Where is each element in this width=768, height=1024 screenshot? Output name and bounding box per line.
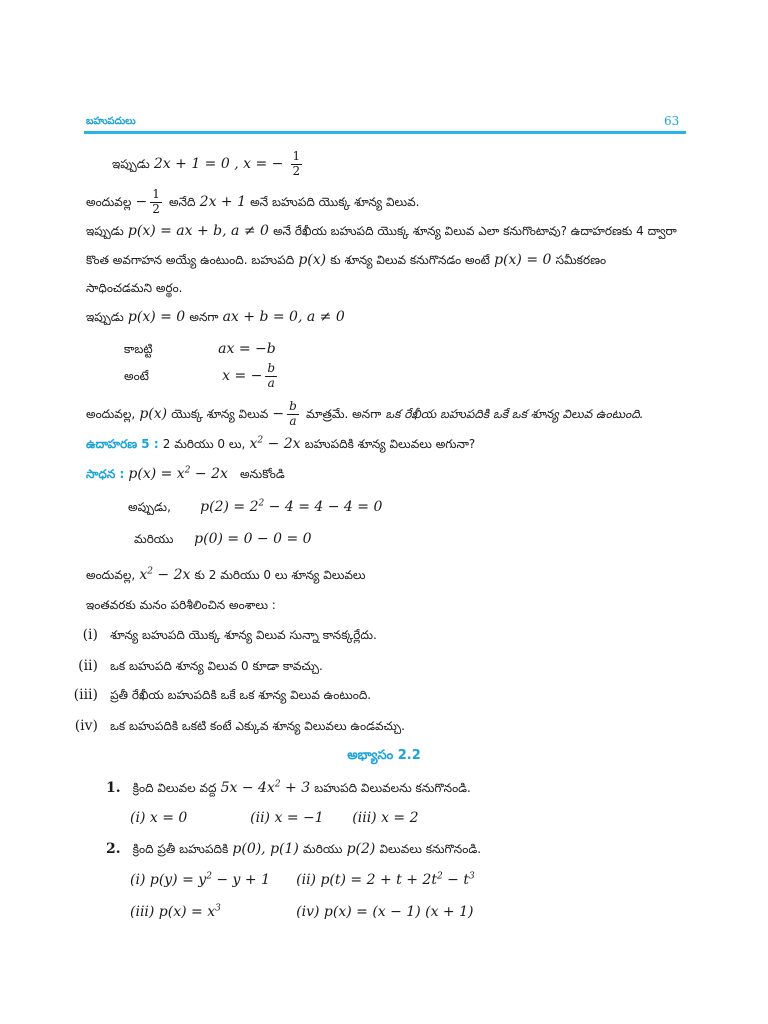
exercise-question-2: 2. క్రింది ప్రతీ బహుపదికి p(0), p(1) మరియు p(2) విలువలు కనుగొనండి. <box>106 841 482 857</box>
header-rule <box>84 131 686 134</box>
example-5: ఉదాహరణ 5 : 2 మరియు 0 లు, $x^2 - 2x$ బహుపదికి శూన్య విలువలు అగునా? <box>86 435 476 452</box>
fraction-half: $\frac{1}{2}$ <box>292 149 301 178</box>
running-header-title: బహుపదులు <box>86 116 136 127</box>
summary-item: (ii) ఒక బహుపది శూన్య విలువ 0 కూడా కావచ్చు. <box>78 658 323 674</box>
solution-line: సాధన : $p(x) = x^2 - 2x$ అనుకోండి <box>86 465 285 482</box>
solution-step-2: మరియు p(0) = 0 − 0 = 0 <box>134 531 312 547</box>
solution-label: సాధన : <box>86 467 125 481</box>
line-meaning: సాధించడమని అర్థం. <box>86 281 183 295</box>
summary-item: (iii) ప్రతీ రేఖీయ బహుపదికి ఒకే ఒక శూన్య విలువ ఉంటుంది. <box>73 687 372 703</box>
exercise-question-1: 1. క్రింది విలువల వద్ద $5x - 4x^2 + 3$ బహుపది విలువలను కనుగొనండి. <box>106 779 471 796</box>
question-1-options: (i) x = 0 (ii) x = −1 (iii) x = 2 <box>130 810 419 826</box>
line-px-zero: ఇప్పుడు p(x) = 0 అనగా ax + b = 0, a ≠ 0 <box>86 309 345 325</box>
summary-intro: ఇంతవరకు మనం పరిశీలించిన అంశాలు : <box>86 598 276 612</box>
line-linear-question: ఇప్పుడు p(x) = ax + b, a ≠ 0 అనే రేఖీయ బహుపది యొక్క శూన్య విలువ ఎలా కనుగొంటావు? ఉదాహరణకు 4 ద్వారా <box>86 223 677 239</box>
line-now-equation: ఇప్పుడు 2x + 1 = 0 , x = − $\frac{1}{2}$ <box>112 149 301 178</box>
question-2-options-row-1: (i) $p(y) = y^2 - y + 1$ (ii) $p(t) = 2 + t + 2t^2 - t^3$ <box>130 871 475 888</box>
exercise-heading: అభ్యాసం 2.2 <box>347 748 421 763</box>
fraction-b-over-a: $\frac{b}{a}$ <box>267 361 276 390</box>
line-that-is: అంటే x = − $\frac{b}{a}$ <box>124 361 276 390</box>
summary-item: (i) శూన్య బహుపది యొక్క శూన్య విలువ సున్నా కానక్కర్లేదు. <box>82 627 377 643</box>
question-2-options-row-2: (iii) $p(x) = x^3$ (iv) p(x) = (x − 1) (x + 1) <box>130 903 474 920</box>
fraction-half-2: $\frac{1}{2}$ <box>152 187 160 216</box>
example-polynomial: $x^2 - 2x$ <box>249 435 301 452</box>
line-understanding: కొంత అవగాహన అయ్యే ఉంటుంది. బహుపది p(x) కు శూన్య విలువ కనుగొనడం అంటే p(x) = 0 సమీకరణం <box>86 252 607 268</box>
line-therefore-zero: అందువల్ల − $\frac{1}{2}$ అనేది 2x + 1 అనే బహుపది యొక్క శూన్య విలువ. <box>86 187 420 216</box>
example-label: ఉదాహరణ 5 : <box>86 437 159 451</box>
solution-conclusion: అందువల్ల, $x^2 - 2x$ కు 2 మరియు 0 లు శూన్య విలువలు <box>86 566 366 583</box>
line-conclusion-linear: అందువల్ల, p(x) యొక్క శూన్య విలువ − $\frac{b}{a}$ మాత్రమే. అనగా ఒక రేఖీయ బహుపదికి ఒకే ఒక శూన్య విలువ ఉంటుంది. <box>86 399 644 428</box>
line-hence: కాబట్టి ax = −b <box>124 341 276 357</box>
summary-item: (iv) ఒక బహుపదికి ఒకటి కంటే ఎక్కువ శూన్య విలువలు ఉండవచ్చు. <box>74 718 405 734</box>
solution-step-1: అప్పుడు, $p(2) = 2^2 - 4 = 4 - 4 = 0$ <box>128 498 383 515</box>
solution-polynomial: $p(x) = x^2 - 2x$ <box>128 465 228 482</box>
page-number: 63 <box>664 114 680 128</box>
fraction-b-over-a-2: $\frac{b}{a}$ <box>289 399 297 428</box>
